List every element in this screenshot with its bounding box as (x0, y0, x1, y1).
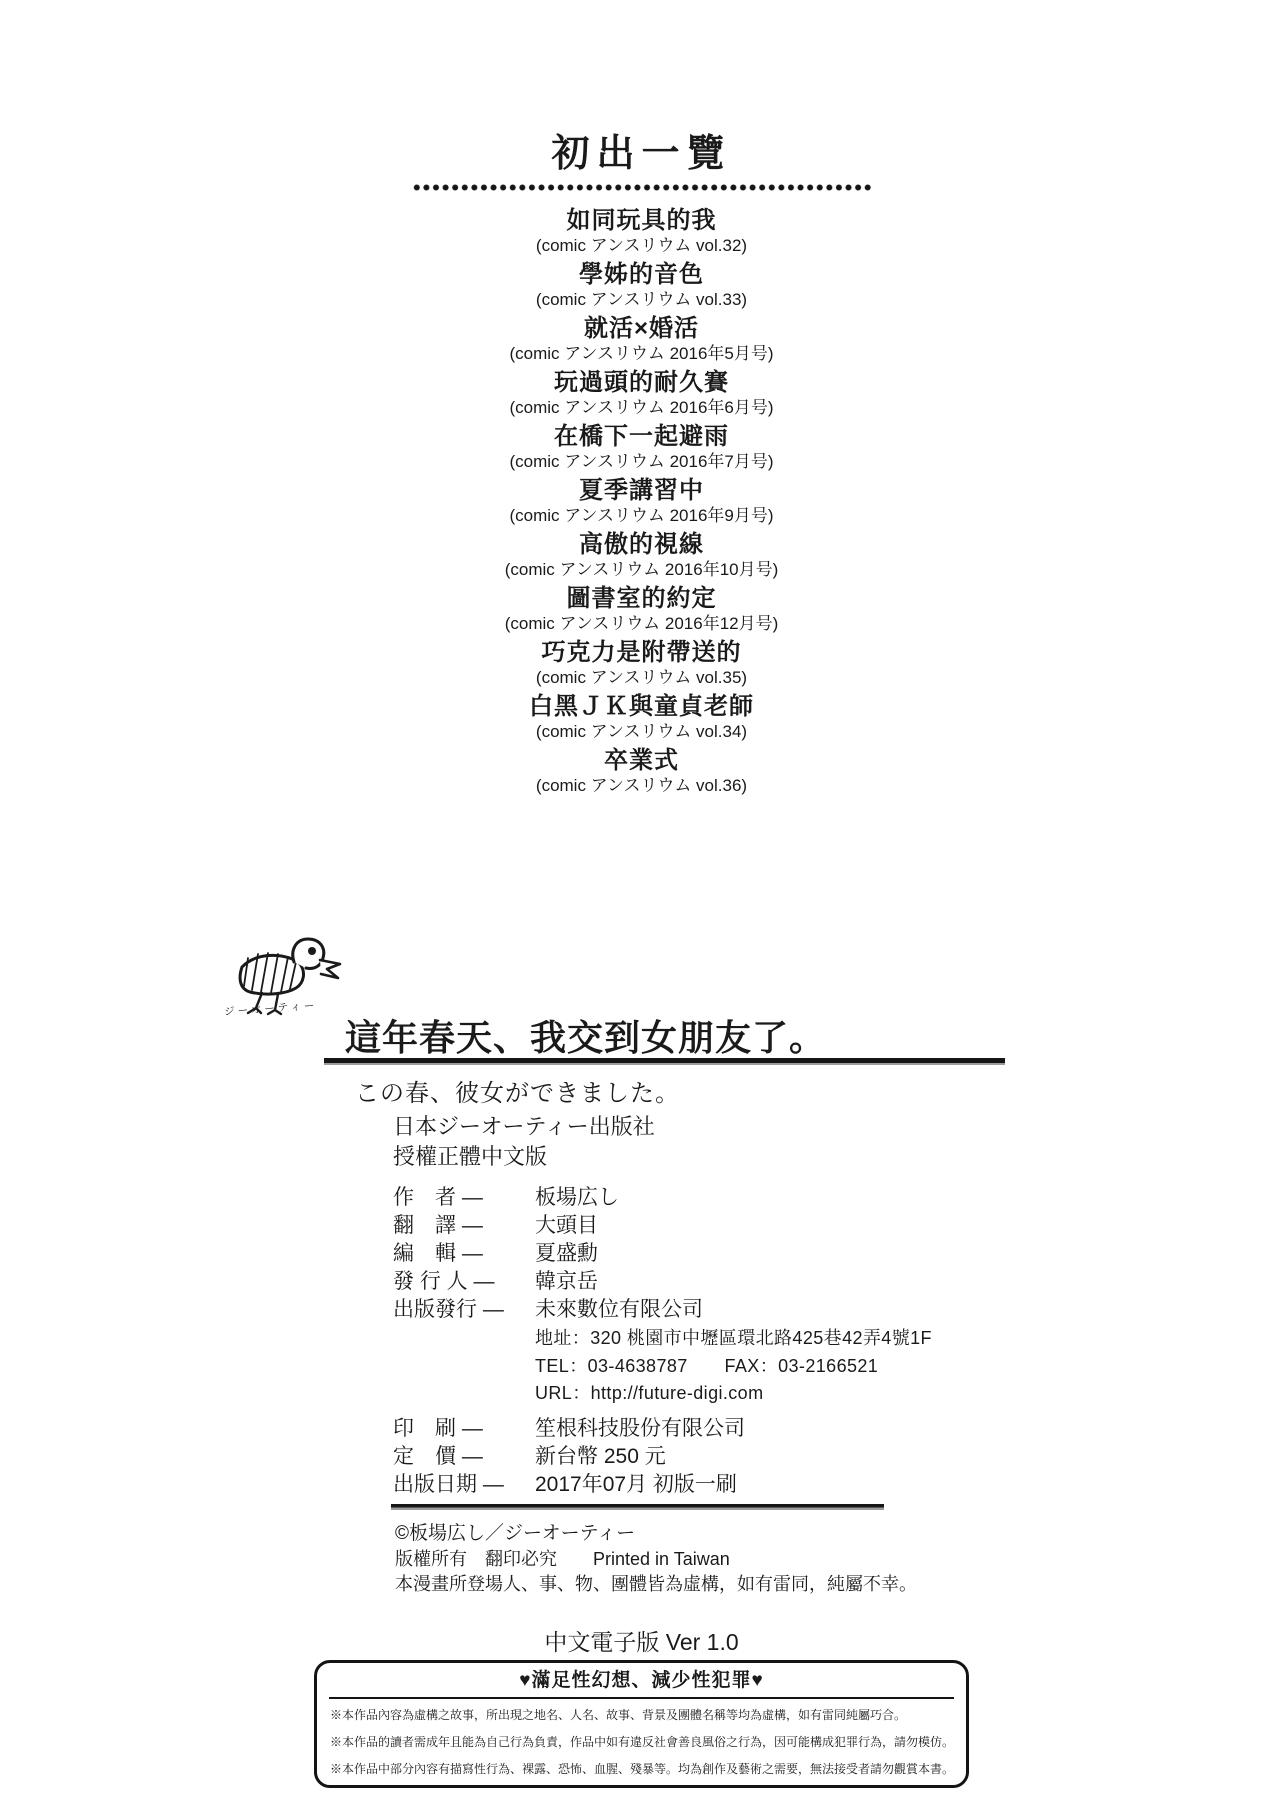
fiction-disclaimer-line: 本漫畫所登場人、事、物、團體皆為虛構，如有雷同，純屬不幸。 (395, 1574, 917, 1594)
license-block (393, 1112, 655, 1172)
license-line: 授權正體中文版 (393, 1144, 548, 1169)
chapter-title: 就活×婚活 (583, 315, 699, 342)
credit-label: 印 刷 ― (393, 1416, 483, 1440)
credit-row (393, 1415, 932, 1443)
chapter-source: (comic アンスリウム vol.35) (535, 668, 748, 687)
chapter-item (0, 530, 1283, 580)
chapter-title: 學姊的音色 (579, 261, 704, 288)
chapter-title: 高傲的視線 (579, 531, 704, 558)
chapter-source: (comic アンスリウム 2016年5月号) (509, 344, 774, 363)
chapter-list (0, 206, 1283, 800)
chapter-item (0, 260, 1283, 310)
chapter-source: (comic アンスリウム 2016年9月号) (509, 506, 774, 525)
credit-row (393, 1240, 932, 1268)
original-japanese-title: この春、彼女ができました。 (355, 1080, 680, 1107)
credit-detail-line: URL：http://future-digi.com (535, 1383, 764, 1403)
chapter-title: 巧克力是附帶送的 (541, 639, 742, 666)
credit-label: 翻 譯 ― (393, 1214, 483, 1237)
credit-label: 編 輯 ― (393, 1242, 483, 1265)
book-title: 這年春天、我交到女朋友了。 (345, 1017, 827, 1058)
chapter-item (0, 476, 1283, 526)
chapter-source: (comic アンスリウム 2016年6月号) (509, 398, 774, 417)
chapter-item (0, 692, 1283, 742)
chapter-item (0, 638, 1283, 688)
chapter-item (0, 584, 1283, 634)
chapter-source: (comic アンスリウム 2016年12月号) (504, 614, 779, 633)
credit-value: 大頭目 (535, 1214, 598, 1237)
chapter-title: 玩過頭的耐久賽 (554, 369, 729, 396)
chapter-item (0, 746, 1283, 796)
license-line: 日本ジーオーティー出版社 (393, 1114, 655, 1139)
edition-version-line: 中文電子版 Ver 1.0 (544, 1629, 739, 1655)
logo-caption: ジーオーティー (223, 999, 318, 1019)
credit-label: 定 價 ― (393, 1444, 483, 1468)
content-notice-box (314, 1660, 969, 1788)
notice-lines (317, 1699, 966, 1783)
toc-title: 初出一覽 (551, 133, 732, 175)
chapter-title: 卒業式 (604, 747, 679, 774)
credits-list (393, 1184, 932, 1499)
chapter-title: 在橋下一起避雨 (554, 423, 729, 450)
chapter-title: 圖書室的約定 (566, 585, 717, 612)
chapter-source: (comic アンスリウム vol.34) (535, 722, 748, 741)
chapter-source: (comic アンスリウム 2016年10月号) (504, 560, 779, 579)
rights-line: 版權所有 翻印必究 Printed in Taiwan (395, 1549, 730, 1569)
chapter-title: 夏季講習中 (579, 477, 704, 504)
legal-block (395, 1521, 917, 1597)
credit-row (393, 1296, 932, 1324)
notice-line: ※本作品中部分內容有描寫性行為、裸露、恐怖、血腥、殘暴等。均為創作及藝術之需要，無法接受者請勿觀賞本書。 (330, 1762, 955, 1776)
chapter-title: 白黑ＪＫ與童貞老師 (529, 693, 754, 720)
credit-label: 作 者 ― (393, 1186, 483, 1209)
chapter-item (0, 422, 1283, 472)
credit-label: 發 行 人 ― (393, 1270, 495, 1293)
dotted-divider (412, 183, 872, 192)
notice-line: ※本作品內容為虛構之故事，所出現之地名、人名、故事、背景及團體名稱等均為虛構，如有雷同純屬巧合。 (330, 1708, 907, 1722)
credit-detail-line: TEL：03-4638787 FAX：03-2166521 (535, 1355, 879, 1376)
chapter-source: (comic アンスリウム 2016年7月号) (509, 452, 774, 471)
copyright-line: ©板場広し／ジーオーティー (395, 1523, 636, 1544)
credit-row (393, 1471, 932, 1499)
notice-slogan: ♥滿足性幻想、減少性犯罪♥ (519, 1670, 764, 1691)
colophon-divider (391, 1504, 884, 1510)
credit-value: 韓京岳 (535, 1270, 598, 1293)
credit-value: 2017年07月 初版一刷 (535, 1472, 737, 1496)
chapter-item (0, 206, 1283, 256)
credit-detail-line: 地址：320 桃園市中壢區環北路425巷42弄4號1F (535, 1328, 932, 1348)
credit-value: 未來數位有限公司 (535, 1298, 703, 1321)
credit-row (393, 1212, 932, 1240)
chapter-source: (comic アンスリウム vol.32) (535, 236, 748, 255)
credit-value: 新台幣 250 元 (535, 1444, 666, 1468)
credit-value: 夏盛勳 (535, 1242, 598, 1265)
chapter-item (0, 368, 1283, 418)
title-underline (324, 1058, 1005, 1065)
credit-value: 笙根科技股份有限公司 (535, 1416, 745, 1440)
credit-label: 出版發行 ― (393, 1298, 504, 1321)
credit-row (393, 1268, 932, 1296)
credit-label: 出版日期 ― (393, 1472, 504, 1496)
chapter-item (0, 314, 1283, 364)
chapter-title: 如同玩具的我 (566, 207, 717, 234)
credit-row (393, 1184, 932, 1212)
credit-row (393, 1443, 932, 1471)
notice-line: ※本作品的讀者需成年且能為自己行為負責，作品中如有違反社會善良風俗之行為，因可能構成犯罪行為，請勿模仿。 (330, 1735, 955, 1749)
credit-value: 板場広し (535, 1186, 619, 1209)
credit-details (535, 1325, 932, 1408)
chapter-source: (comic アンスリウム vol.36) (535, 776, 748, 795)
chapter-source: (comic アンスリウム vol.33) (535, 290, 748, 309)
